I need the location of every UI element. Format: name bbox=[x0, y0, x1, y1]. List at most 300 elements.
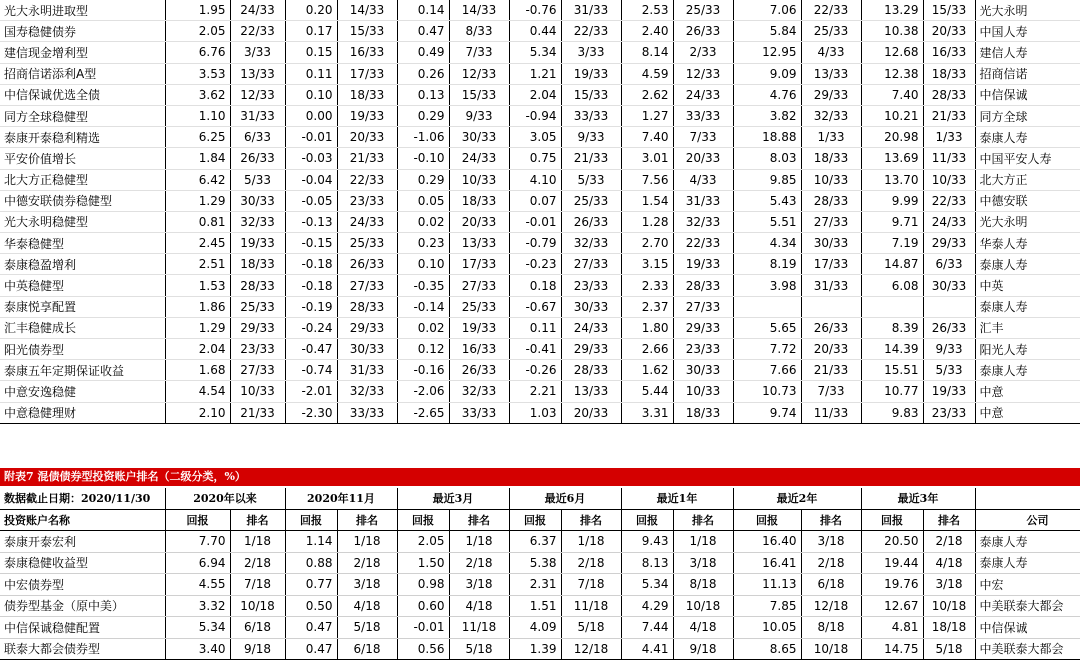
return-cell: 16.41 bbox=[733, 552, 801, 574]
rank-header: 排名 bbox=[230, 509, 285, 531]
account-name-cell: 中意稳健理财 bbox=[0, 402, 165, 423]
return-cell: 2.66 bbox=[621, 339, 673, 360]
rank-cell: 13/33 bbox=[230, 63, 285, 84]
rank-cell: 3/18 bbox=[673, 552, 733, 574]
return-cell: 0.07 bbox=[509, 190, 561, 211]
rank-cell: 29/33 bbox=[923, 233, 975, 254]
rank-cell: 7/18 bbox=[561, 574, 621, 596]
return-cell: 7.40 bbox=[621, 127, 673, 148]
rank-cell: 3/33 bbox=[561, 42, 621, 63]
rank-cell: 33/33 bbox=[449, 402, 509, 423]
return-cell: 14.39 bbox=[861, 339, 923, 360]
rank-cell: 22/33 bbox=[230, 21, 285, 42]
rank-cell: 25/33 bbox=[561, 190, 621, 211]
rank-cell: 19/33 bbox=[337, 105, 397, 126]
company-cell: 泰康人寿 bbox=[975, 127, 1080, 148]
return-cell: 4.10 bbox=[509, 169, 561, 190]
rank-cell: 10/33 bbox=[673, 381, 733, 402]
return-cell: 8.03 bbox=[733, 148, 801, 169]
rank-cell: 33/33 bbox=[673, 105, 733, 126]
rank-cell: 14/33 bbox=[337, 0, 397, 21]
rank-cell: 3/33 bbox=[230, 42, 285, 63]
rank-cell: 23/33 bbox=[923, 402, 975, 423]
return-cell: -0.76 bbox=[509, 0, 561, 21]
rank-cell: 19/33 bbox=[230, 233, 285, 254]
rank-header: 排名 bbox=[673, 509, 733, 531]
rank-cell: 30/33 bbox=[561, 296, 621, 317]
rank-cell: 19/33 bbox=[673, 254, 733, 275]
rank-cell: 24/33 bbox=[230, 0, 285, 21]
company-cell: 中意 bbox=[975, 402, 1080, 423]
return-cell: 8.65 bbox=[733, 638, 801, 660]
return-cell: 1.29 bbox=[165, 190, 230, 211]
period-header: 最近2年 bbox=[733, 488, 861, 509]
return-cell: 5.43 bbox=[733, 190, 801, 211]
return-cell: 14.75 bbox=[861, 638, 923, 660]
rank-cell: 9/18 bbox=[673, 638, 733, 660]
return-cell: 8.39 bbox=[861, 317, 923, 338]
return-header: 回报 bbox=[861, 509, 923, 531]
rank-cell: 10/18 bbox=[923, 595, 975, 617]
rank-cell: 31/33 bbox=[337, 360, 397, 381]
rank-cell: 18/18 bbox=[923, 617, 975, 639]
rank-cell: 29/33 bbox=[561, 339, 621, 360]
account-name-cell: 泰康开泰宏利 bbox=[0, 531, 165, 553]
return-cell: 1.84 bbox=[165, 148, 230, 169]
account-name-cell: 中意安逸稳健 bbox=[0, 381, 165, 402]
rank-cell: 9/33 bbox=[449, 105, 509, 126]
account-name-cell: 泰康稳健收益型 bbox=[0, 552, 165, 574]
period-header: 2020年11月 bbox=[285, 488, 397, 509]
return-cell: -0.41 bbox=[509, 339, 561, 360]
company-cell: 泰康人寿 bbox=[975, 552, 1080, 574]
return-cell: 0.18 bbox=[509, 275, 561, 296]
return-cell: 7.40 bbox=[861, 84, 923, 105]
rank-cell: 4/18 bbox=[923, 552, 975, 574]
rank-cell: 12/18 bbox=[801, 595, 861, 617]
return-cell: 3.15 bbox=[621, 254, 673, 275]
table-2-title: 附表7 混债债券型投资账户排名（二级分类，%） bbox=[0, 468, 1080, 486]
return-cell: 8.13 bbox=[621, 552, 673, 574]
return-cell: 1.50 bbox=[397, 552, 449, 574]
return-cell: 0.49 bbox=[397, 42, 449, 63]
company-cell: 中宏 bbox=[975, 574, 1080, 596]
rank-cell: 16/33 bbox=[449, 339, 509, 360]
account-name-cell: 联泰大都会债券型 bbox=[0, 638, 165, 660]
return-cell: 1.54 bbox=[621, 190, 673, 211]
rank-cell: 4/18 bbox=[673, 617, 733, 639]
return-cell: 5.44 bbox=[621, 381, 673, 402]
rank-cell: 8/18 bbox=[801, 617, 861, 639]
return-cell: 2.21 bbox=[509, 381, 561, 402]
return-cell: -0.24 bbox=[285, 317, 337, 338]
return-cell: 0.29 bbox=[397, 169, 449, 190]
rank-cell: 19/33 bbox=[449, 317, 509, 338]
table-row bbox=[0, 63, 1080, 84]
return-cell: -2.65 bbox=[397, 402, 449, 423]
rank-cell: 14/33 bbox=[449, 0, 509, 21]
return-cell: 0.05 bbox=[397, 190, 449, 211]
table-row bbox=[0, 574, 1080, 596]
rank-cell: 8/18 bbox=[673, 574, 733, 596]
rank-cell: 23/33 bbox=[230, 339, 285, 360]
company-cell: 中意 bbox=[975, 381, 1080, 402]
company-cell: 北大方正 bbox=[975, 169, 1080, 190]
company-cell: 光大永明 bbox=[975, 211, 1080, 232]
return-cell: 1.28 bbox=[621, 211, 673, 232]
table-row bbox=[0, 21, 1080, 42]
rank-cell bbox=[923, 296, 975, 317]
return-cell: 19.76 bbox=[861, 574, 923, 596]
account-name-cell: 中信保诚优选全债 bbox=[0, 84, 165, 105]
rank-cell: 10/33 bbox=[923, 169, 975, 190]
rank-cell: 24/33 bbox=[673, 84, 733, 105]
rank-cell: 10/33 bbox=[230, 381, 285, 402]
return-cell: 6.25 bbox=[165, 127, 230, 148]
rank-cell: 10/18 bbox=[673, 595, 733, 617]
company-cell: 同方全球 bbox=[975, 105, 1080, 126]
account-name-cell: 华泰稳健型 bbox=[0, 233, 165, 254]
return-cell: 9.74 bbox=[733, 402, 801, 423]
rank-cell: 22/33 bbox=[561, 21, 621, 42]
rank-cell: 22/33 bbox=[923, 190, 975, 211]
return-cell: 2.04 bbox=[165, 339, 230, 360]
return-cell: -0.10 bbox=[397, 148, 449, 169]
return-cell: 2.51 bbox=[165, 254, 230, 275]
return-cell: 8.19 bbox=[733, 254, 801, 275]
table-row bbox=[0, 317, 1080, 338]
rank-cell: 27/33 bbox=[337, 275, 397, 296]
rank-cell: 2/18 bbox=[449, 552, 509, 574]
return-cell: -0.14 bbox=[397, 296, 449, 317]
rank-cell: 26/33 bbox=[561, 211, 621, 232]
company-cell: 泰康人寿 bbox=[975, 360, 1080, 381]
return-cell: 4.09 bbox=[509, 617, 561, 639]
return-cell: 0.02 bbox=[397, 317, 449, 338]
account-name-cell: 平安价值增长 bbox=[0, 148, 165, 169]
rank-cell: 22/33 bbox=[337, 169, 397, 190]
rank-cell: 26/33 bbox=[337, 254, 397, 275]
return-cell: 12.67 bbox=[861, 595, 923, 617]
return-header: 回报 bbox=[285, 509, 337, 531]
return-cell: 0.02 bbox=[397, 211, 449, 232]
table-row bbox=[0, 233, 1080, 254]
return-header: 回报 bbox=[509, 509, 561, 531]
rank-cell: 4/18 bbox=[449, 595, 509, 617]
rank-cell: 32/33 bbox=[449, 381, 509, 402]
rank-cell: 28/33 bbox=[801, 190, 861, 211]
rank-cell: 27/33 bbox=[801, 211, 861, 232]
account-name-cell: 招商信诺添利A型 bbox=[0, 63, 165, 84]
rank-cell: 20/33 bbox=[449, 211, 509, 232]
company-header: 公司 bbox=[975, 509, 1080, 531]
rank-cell: 10/18 bbox=[230, 595, 285, 617]
rank-cell: 15/33 bbox=[561, 84, 621, 105]
table-row bbox=[0, 127, 1080, 148]
return-cell: 2.37 bbox=[621, 296, 673, 317]
company-cell: 泰康人寿 bbox=[975, 296, 1080, 317]
rank-header: 排名 bbox=[449, 509, 509, 531]
return-cell: 3.31 bbox=[621, 402, 673, 423]
rank-cell: 2/18 bbox=[801, 552, 861, 574]
rank-cell: 5/33 bbox=[561, 169, 621, 190]
return-cell: 6.37 bbox=[509, 531, 561, 553]
return-cell: 0.77 bbox=[285, 574, 337, 596]
table-row bbox=[0, 296, 1080, 317]
rank-cell: 31/33 bbox=[230, 105, 285, 126]
account-name-cell: 国寿稳健债券 bbox=[0, 21, 165, 42]
return-cell: 10.73 bbox=[733, 381, 801, 402]
rank-cell: 3/18 bbox=[449, 574, 509, 596]
rank-cell: 19/33 bbox=[923, 381, 975, 402]
company-cell: 中德安联 bbox=[975, 190, 1080, 211]
rank-cell: 22/33 bbox=[673, 233, 733, 254]
rank-cell: 18/33 bbox=[801, 148, 861, 169]
rank-cell: 12/33 bbox=[673, 63, 733, 84]
rank-cell: 7/33 bbox=[673, 127, 733, 148]
return-cell: 2.33 bbox=[621, 275, 673, 296]
rank-cell: 30/33 bbox=[337, 339, 397, 360]
rank-cell: 6/18 bbox=[801, 574, 861, 596]
return-cell: 2.62 bbox=[621, 84, 673, 105]
account-name-cell: 债券型基金（原中美） bbox=[0, 595, 165, 617]
return-cell: 0.13 bbox=[397, 84, 449, 105]
return-cell: 0.12 bbox=[397, 339, 449, 360]
return-cell: 4.41 bbox=[621, 638, 673, 660]
return-cell: -0.18 bbox=[285, 254, 337, 275]
rank-header: 排名 bbox=[337, 509, 397, 531]
rank-cell: 20/33 bbox=[923, 21, 975, 42]
return-cell: 7.44 bbox=[621, 617, 673, 639]
return-cell: 1.21 bbox=[509, 63, 561, 84]
rank-cell: 26/33 bbox=[801, 317, 861, 338]
return-cell: 6.08 bbox=[861, 275, 923, 296]
return-cell: -2.06 bbox=[397, 381, 449, 402]
return-cell: 0.47 bbox=[285, 638, 337, 660]
period-header: 2020年以来 bbox=[165, 488, 285, 509]
rank-cell: 26/33 bbox=[449, 360, 509, 381]
rank-cell: 28/33 bbox=[230, 275, 285, 296]
rank-cell: 6/33 bbox=[230, 127, 285, 148]
return-header: 回报 bbox=[621, 509, 673, 531]
table-2 bbox=[0, 488, 1080, 660]
return-cell bbox=[733, 296, 801, 317]
table-row bbox=[0, 190, 1080, 211]
rank-cell: 31/33 bbox=[801, 275, 861, 296]
return-cell: 0.11 bbox=[285, 63, 337, 84]
return-cell: 3.62 bbox=[165, 84, 230, 105]
company-cell: 中美联泰大都会 bbox=[975, 638, 1080, 660]
company-cell: 中美联泰大都会 bbox=[975, 595, 1080, 617]
date-label: 数据截止日期：2020/11/30 bbox=[0, 488, 165, 509]
rank-cell: 12/33 bbox=[230, 84, 285, 105]
return-cell: 7.19 bbox=[861, 233, 923, 254]
account-name-cell: 中宏债券型 bbox=[0, 574, 165, 596]
rank-cell: 20/33 bbox=[561, 402, 621, 423]
rank-cell: 1/33 bbox=[801, 127, 861, 148]
company-cell: 招商信诺 bbox=[975, 63, 1080, 84]
rank-cell: 1/18 bbox=[561, 531, 621, 553]
rank-cell: 2/33 bbox=[673, 42, 733, 63]
return-cell: -0.01 bbox=[397, 617, 449, 639]
return-cell: -0.03 bbox=[285, 148, 337, 169]
rank-cell: 16/33 bbox=[337, 42, 397, 63]
rank-cell: 11/18 bbox=[449, 617, 509, 639]
rank-cell: 24/33 bbox=[923, 211, 975, 232]
account-name-cell: 阳光债券型 bbox=[0, 339, 165, 360]
rank-cell: 9/18 bbox=[230, 638, 285, 660]
return-cell: 16.40 bbox=[733, 531, 801, 553]
return-cell: -0.04 bbox=[285, 169, 337, 190]
company-cell: 汇丰 bbox=[975, 317, 1080, 338]
return-cell: 19.44 bbox=[861, 552, 923, 574]
rank-cell: 12/33 bbox=[449, 63, 509, 84]
return-cell: -0.13 bbox=[285, 211, 337, 232]
return-cell: 0.17 bbox=[285, 21, 337, 42]
return-cell: 1.86 bbox=[165, 296, 230, 317]
rank-cell: 32/33 bbox=[801, 105, 861, 126]
rank-cell: 1/18 bbox=[230, 531, 285, 553]
rank-cell: 33/33 bbox=[337, 402, 397, 423]
rank-cell: 18/33 bbox=[923, 63, 975, 84]
return-cell: 4.54 bbox=[165, 381, 230, 402]
account-name-cell: 泰康稳盈增利 bbox=[0, 254, 165, 275]
return-cell: 1.39 bbox=[509, 638, 561, 660]
rank-cell: 23/33 bbox=[337, 190, 397, 211]
return-cell: -0.67 bbox=[509, 296, 561, 317]
rank-cell: 23/33 bbox=[561, 275, 621, 296]
rank-cell: 30/33 bbox=[449, 127, 509, 148]
return-cell: 2.53 bbox=[621, 0, 673, 21]
rank-cell: 17/33 bbox=[801, 254, 861, 275]
table-row bbox=[0, 254, 1080, 275]
rank-cell: 15/33 bbox=[449, 84, 509, 105]
return-cell: -0.15 bbox=[285, 233, 337, 254]
table-row bbox=[0, 42, 1080, 63]
return-cell: 7.66 bbox=[733, 360, 801, 381]
return-cell: 3.05 bbox=[509, 127, 561, 148]
rank-cell: 27/33 bbox=[561, 254, 621, 275]
return-cell: 2.31 bbox=[509, 574, 561, 596]
rank-cell: 1/18 bbox=[673, 531, 733, 553]
rank-cell: 18/33 bbox=[230, 254, 285, 275]
return-cell: 3.82 bbox=[733, 105, 801, 126]
rank-cell: 13/33 bbox=[561, 381, 621, 402]
return-cell: 4.76 bbox=[733, 84, 801, 105]
table-row bbox=[0, 211, 1080, 232]
rank-cell: 28/33 bbox=[561, 360, 621, 381]
return-cell: 1.27 bbox=[621, 105, 673, 126]
account-name-cell: 泰康开泰稳利精选 bbox=[0, 127, 165, 148]
period-header: 最近3月 bbox=[397, 488, 509, 509]
return-cell: -0.79 bbox=[509, 233, 561, 254]
return-cell: 14.87 bbox=[861, 254, 923, 275]
rank-cell: 2/18 bbox=[230, 552, 285, 574]
rank-cell: 21/33 bbox=[337, 148, 397, 169]
rank-cell: 27/33 bbox=[673, 296, 733, 317]
return-cell: 9.71 bbox=[861, 211, 923, 232]
return-cell: 3.53 bbox=[165, 63, 230, 84]
return-header: 回报 bbox=[733, 509, 801, 531]
account-name-cell: 中信保诚稳健配置 bbox=[0, 617, 165, 639]
return-cell: 0.47 bbox=[397, 21, 449, 42]
return-cell: 3.01 bbox=[621, 148, 673, 169]
rank-cell bbox=[801, 296, 861, 317]
rank-cell: 21/33 bbox=[561, 148, 621, 169]
table-row bbox=[0, 0, 1080, 21]
return-cell: 10.77 bbox=[861, 381, 923, 402]
return-cell: 5.84 bbox=[733, 21, 801, 42]
rank-cell: 5/18 bbox=[923, 638, 975, 660]
return-cell: 5.65 bbox=[733, 317, 801, 338]
return-cell: 6.94 bbox=[165, 552, 230, 574]
return-cell: 12.68 bbox=[861, 42, 923, 63]
rank-cell: 7/33 bbox=[801, 381, 861, 402]
table-row bbox=[0, 402, 1080, 423]
return-cell: 0.81 bbox=[165, 211, 230, 232]
rank-cell: 22/33 bbox=[801, 0, 861, 21]
return-cell bbox=[861, 296, 923, 317]
rank-cell: 11/33 bbox=[923, 148, 975, 169]
rank-cell: 6/18 bbox=[337, 638, 397, 660]
rank-cell: 30/33 bbox=[801, 233, 861, 254]
table-row bbox=[0, 638, 1080, 660]
rank-cell: 11/18 bbox=[561, 595, 621, 617]
return-cell: 9.99 bbox=[861, 190, 923, 211]
rank-cell: 12/18 bbox=[561, 638, 621, 660]
rank-cell: 30/33 bbox=[230, 190, 285, 211]
rank-cell: 2/18 bbox=[923, 531, 975, 553]
rank-cell: 28/33 bbox=[923, 84, 975, 105]
return-cell: -0.47 bbox=[285, 339, 337, 360]
return-cell: 0.14 bbox=[397, 0, 449, 21]
account-name-cell: 汇丰稳健成长 bbox=[0, 317, 165, 338]
rank-cell: 4/18 bbox=[337, 595, 397, 617]
return-cell: 1.51 bbox=[509, 595, 561, 617]
rank-cell: 21/33 bbox=[801, 360, 861, 381]
account-name-cell: 建信现金增利型 bbox=[0, 42, 165, 63]
return-cell: 0.98 bbox=[397, 574, 449, 596]
rank-cell: 30/33 bbox=[923, 275, 975, 296]
return-cell: 1.80 bbox=[621, 317, 673, 338]
rank-cell: 16/33 bbox=[923, 42, 975, 63]
return-cell: 0.60 bbox=[397, 595, 449, 617]
return-cell: 9.09 bbox=[733, 63, 801, 84]
rank-cell: 1/18 bbox=[337, 531, 397, 553]
return-cell: 4.29 bbox=[621, 595, 673, 617]
rank-header: 排名 bbox=[561, 509, 621, 531]
return-cell: 7.72 bbox=[733, 339, 801, 360]
rank-header: 排名 bbox=[801, 509, 861, 531]
return-cell: 0.75 bbox=[509, 148, 561, 169]
return-cell: 13.29 bbox=[861, 0, 923, 21]
company-cell: 建信人寿 bbox=[975, 42, 1080, 63]
return-cell: 10.05 bbox=[733, 617, 801, 639]
return-cell: 0.29 bbox=[397, 105, 449, 126]
return-cell: 7.06 bbox=[733, 0, 801, 21]
return-header: 回报 bbox=[165, 509, 230, 531]
table-row bbox=[0, 531, 1080, 553]
return-cell: 2.05 bbox=[165, 21, 230, 42]
rank-cell: 10/18 bbox=[801, 638, 861, 660]
rank-cell: 1/18 bbox=[449, 531, 509, 553]
rank-cell: 3/18 bbox=[337, 574, 397, 596]
company-cell: 中信保诚 bbox=[975, 617, 1080, 639]
return-cell: 2.40 bbox=[621, 21, 673, 42]
rank-cell: 6/18 bbox=[230, 617, 285, 639]
table-row bbox=[0, 105, 1080, 126]
rank-cell: 31/33 bbox=[673, 190, 733, 211]
